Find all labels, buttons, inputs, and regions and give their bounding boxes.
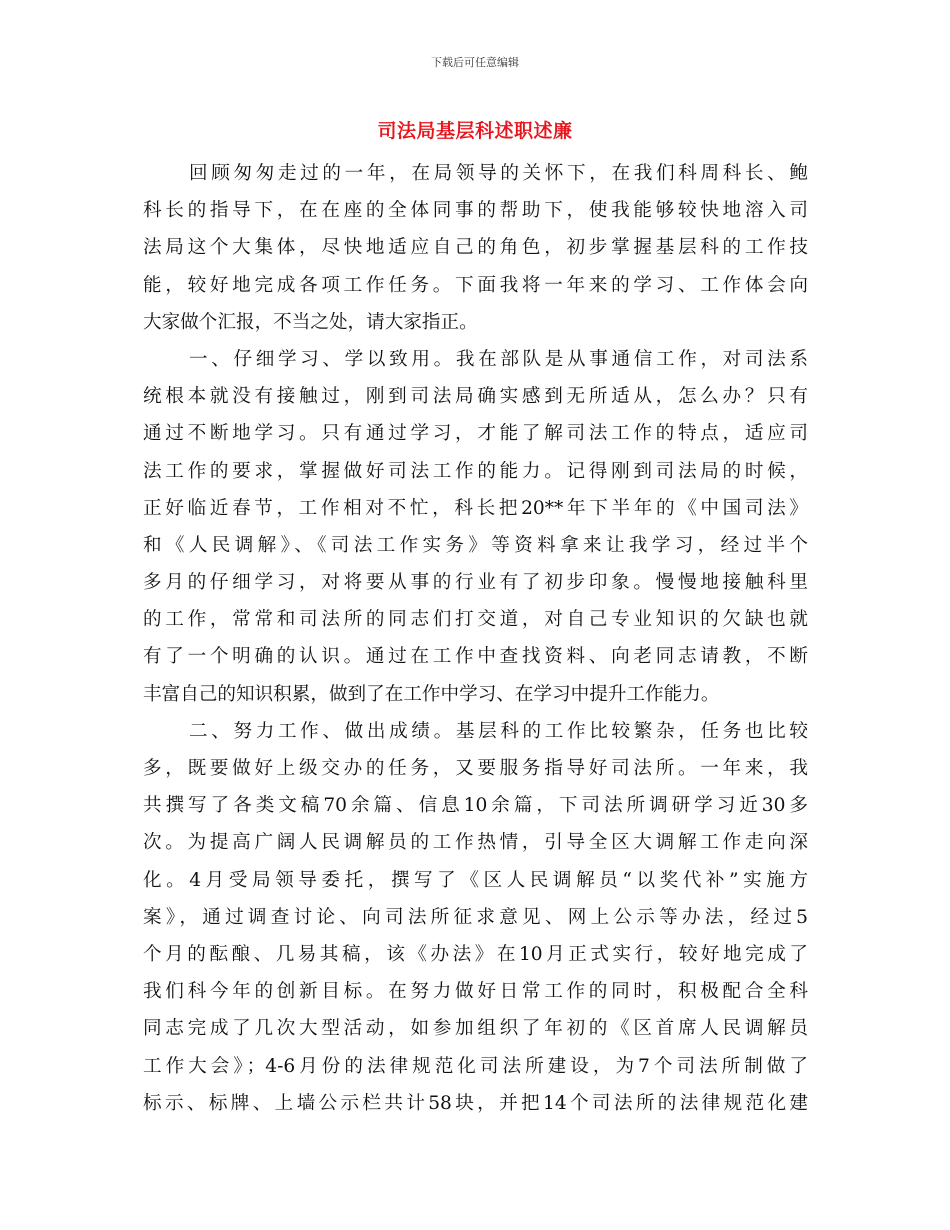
paragraph-line: 工作大会》；4-6月份的法律规范化司法所建设，为7个司法所制做了 (143, 1055, 808, 1077)
paragraph-line: 正好临近春节，工作相对不忙，科长把20**年下半年的《中国司法》 (143, 497, 808, 519)
paragraph-line: 多月的仔细学习，对将要从事的行业有了初步印象。慢慢地接触科里 (143, 572, 808, 594)
paragraph-line: 通过不断地学习。只有通过学习，才能了解司法工作的特点，适应司 (143, 423, 808, 445)
paragraph-line: 个月的酝酿、几易其稿，该《办法》在10月正式实行，较好地完成了 (143, 943, 808, 965)
paragraph-line: 的工作，常常和司法所的同志们打交道，对自己专业知识的欠缺也就 (143, 609, 808, 631)
paragraph-line: 科长的指导下，在在座的全体同事的帮助下，使我能够较快地溶入司 (143, 200, 808, 222)
paragraph-line: 法工作的要求，掌握做好司法工作的能力。记得刚到司法局的时候， (143, 460, 808, 482)
paragraph-line: 同志完成了几次大型活动，如参加组织了年初的《区首席人民调解员 (143, 1018, 808, 1040)
paragraph-line: 次。为提高广阔人民调解员的工作热情，引导全区大调解工作走向深 (143, 832, 808, 854)
paragraph-line: 法局这个大集体，尽快地适应自己的角色，初步掌握基层科的工作技 (143, 237, 808, 259)
document-title: 司法局基层科述职述廉 (377, 120, 573, 142)
paragraph-line: 丰富自己的知识积累，做到了在工作中学习、在学习中提升工作能力。 (143, 683, 720, 705)
paragraph-line: 我们科今年的创新目标。在努力做好日常工作的同时，积极配合全科 (143, 981, 808, 1003)
paragraph-line: 标示、标牌、上墙公示栏共计58块，并把14个司法所的法律规范化建 (143, 1092, 808, 1114)
header-note: 下载后可任意编辑 (431, 56, 519, 69)
paragraph-line: 能，较好地完成各项工作任务。下面我将一年来的学习、工作体会向 (143, 274, 808, 296)
paragraph-line: 一、仔细学习、学以致用。我在部队是从事通信工作，对司法系 (189, 348, 808, 370)
paragraph-line: 和《人民调解》、《司法工作实务》等资料拿来让我学习，经过半个 (143, 534, 808, 556)
paragraph-line: 多，既要做好上级交办的任务，又要服务指导好司法所。一年来，我 (143, 758, 808, 779)
paragraph-line: 案》，通过调查讨论、向司法所征求意见、网上公示等办法，经过5 (143, 906, 808, 928)
paragraph-line: 有了一个明确的认识。通过在工作中查找资料、向老同志请教，不断 (143, 646, 808, 668)
paragraph-line: 共撰写了各类文稿70余篇、信息10余篇，下司法所调研学习近30多 (143, 795, 808, 817)
paragraph-line: 大家做个汇报，不当之处，请大家指正。 (143, 311, 478, 333)
paragraph-line: 回顾匆匆走过的一年，在局领导的关怀下，在我们科周科长、鲍 (189, 163, 808, 184)
document-body (143, 155, 808, 1122)
paragraph-line: 二、努力工作、做出成绩。基层科的工作比较繁杂，任务也比较 (189, 720, 808, 742)
paragraph-line: 统根本就没有接触过，刚到司法局确实感到无所适从，怎么办？只有 (143, 386, 808, 408)
paragraph-line: 化。4月受局领导委托，撰写了《区人民调解员“以奖代补”实施方 (143, 869, 808, 891)
